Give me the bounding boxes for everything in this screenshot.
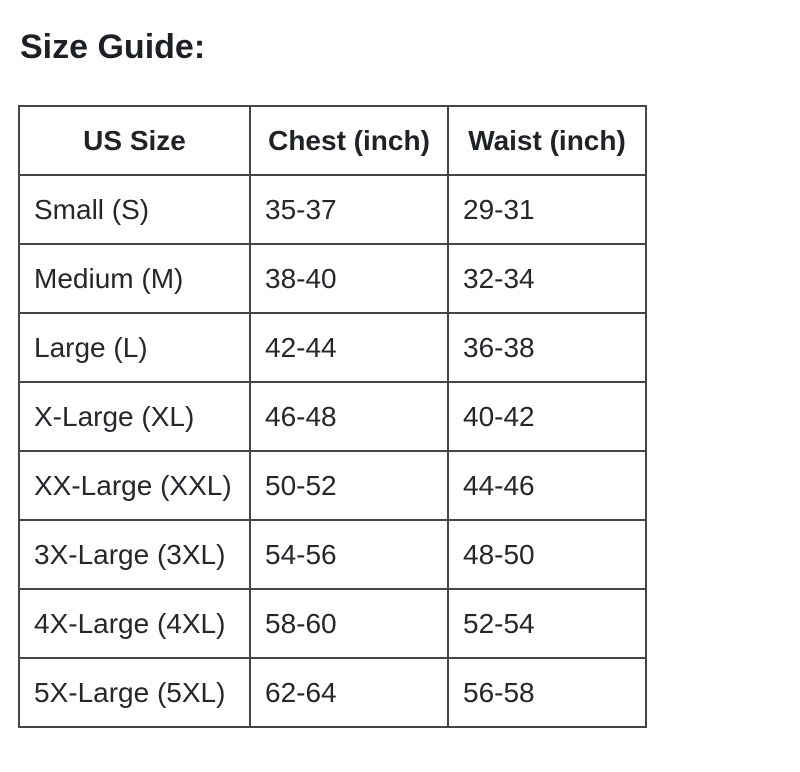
table-row bbox=[19, 520, 646, 589]
waist-cell: 29-31 bbox=[448, 175, 646, 244]
chest-cell: 46-48 bbox=[250, 382, 448, 451]
chest-cell: 54-56 bbox=[250, 520, 448, 589]
chest-cell: 38-40 bbox=[250, 244, 448, 313]
header-waist-inch: Waist (inch) bbox=[448, 106, 646, 175]
header-row bbox=[19, 106, 646, 175]
chest-cell: 42-44 bbox=[250, 313, 448, 382]
size-cell: 3X-Large (3XL) bbox=[19, 520, 250, 589]
size-cell: 4X-Large (4XL) bbox=[19, 589, 250, 658]
chest-cell: 50-52 bbox=[250, 451, 448, 520]
waist-cell: 44-46 bbox=[448, 451, 646, 520]
waist-cell: 32-34 bbox=[448, 244, 646, 313]
table-row bbox=[19, 175, 646, 244]
table-row bbox=[19, 313, 646, 382]
waist-cell: 36-38 bbox=[448, 313, 646, 382]
table-row bbox=[19, 658, 646, 727]
chest-cell: 35-37 bbox=[250, 175, 448, 244]
size-cell: 5X-Large (5XL) bbox=[19, 658, 250, 727]
header-chest-inch: Chest (inch) bbox=[250, 106, 448, 175]
size-cell: Small (S) bbox=[19, 175, 250, 244]
waist-cell: 40-42 bbox=[448, 382, 646, 451]
table-row bbox=[19, 451, 646, 520]
page-title: Size Guide: bbox=[20, 28, 206, 66]
waist-cell: 56-58 bbox=[448, 658, 646, 727]
table-row bbox=[19, 244, 646, 313]
waist-cell: 52-54 bbox=[448, 589, 646, 658]
size-guide-table bbox=[18, 105, 647, 728]
table-row bbox=[19, 589, 646, 658]
header-us-size: US Size bbox=[19, 106, 250, 175]
chest-cell: 62-64 bbox=[250, 658, 448, 727]
chest-cell: 58-60 bbox=[250, 589, 448, 658]
size-cell: Medium (M) bbox=[19, 244, 250, 313]
size-cell: X-Large (XL) bbox=[19, 382, 250, 451]
table-row bbox=[19, 382, 646, 451]
waist-cell: 48-50 bbox=[448, 520, 646, 589]
size-cell: XX-Large (XXL) bbox=[19, 451, 250, 520]
size-cell: Large (L) bbox=[19, 313, 250, 382]
